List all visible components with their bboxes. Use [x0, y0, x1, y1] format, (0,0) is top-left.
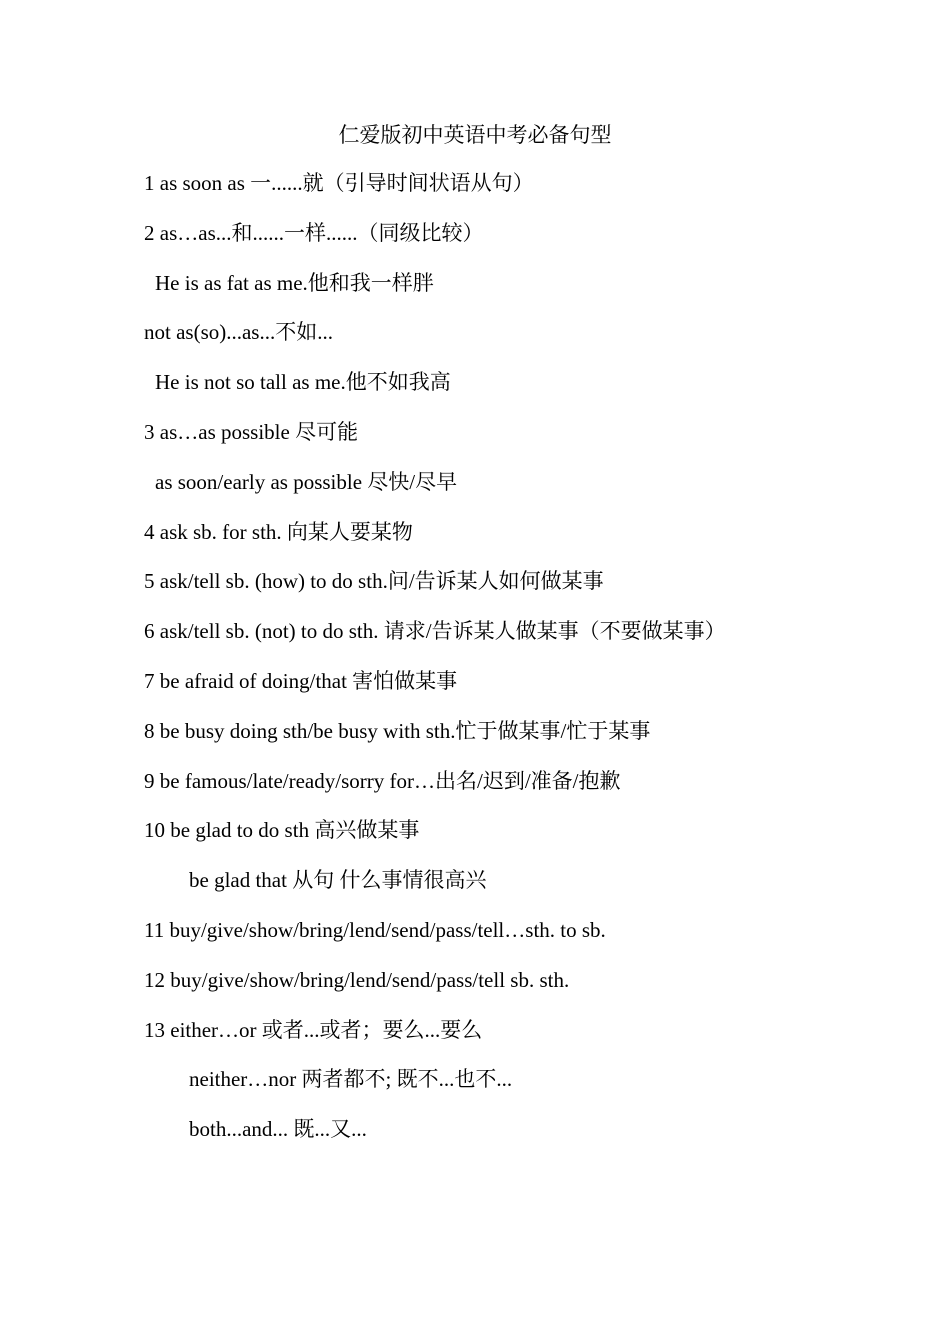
sentence-pattern-line: 3 as…as possible 尽可能 — [144, 419, 359, 444]
sentence-pattern-line: 5 ask/tell sb. (how) to do sth.问/告诉某人如何做某事 — [144, 569, 604, 594]
sentence-pattern-line: not as(so)...as...不如... — [144, 320, 333, 345]
sentence-pattern-line: 9 be famous/late/ready/sorry for…出名/迟到/准备/抱歉 — [144, 768, 621, 793]
sentence-pattern-line: 2 as…as...和......一样......（同级比较） — [144, 220, 484, 245]
sentence-pattern-line: be glad that 从句 什么事情很高兴 — [189, 868, 487, 893]
sentence-pattern-line: 8 be busy doing sth/be busy with sth.忙于做某事/忙于某事 — [144, 718, 651, 743]
sentence-pattern-line: both...and... 既...又... — [189, 1117, 367, 1142]
sentence-pattern-line: He is not so tall as me.他不如我高 — [155, 370, 451, 395]
sentence-pattern-line: 1 as soon as 一......就（引导时间状语从句） — [144, 171, 534, 195]
sentence-pattern-line: He is as fat as me.他和我一样胖 — [155, 270, 434, 295]
sentence-pattern-line: 11 buy/give/show/bring/lend/send/pass/tell…sth. to sb. — [144, 917, 606, 942]
sentence-pattern-line: neither…nor 两者都不; 既不...也不... — [189, 1067, 513, 1092]
sentence-pattern-line: 13 either…or 或者...或者；要么...要么 — [144, 1017, 483, 1042]
sentence-pattern-line: 6 ask/tell sb. (not) to do sth. 请求/告诉某人做某事（不要做某事） — [144, 619, 726, 644]
sentence-pattern-line: as soon/early as possible 尽快/尽早 — [155, 469, 458, 494]
sentence-pattern-list — [0, 168, 950, 1164]
sentence-pattern-line: 4 ask sb. for sth. 向某人要某物 — [144, 519, 413, 544]
sentence-pattern-line: 10 be glad to do sth 高兴做某事 — [144, 818, 420, 843]
sentence-pattern-line: 12 buy/give/show/bring/lend/send/pass/tell sb. sth. — [144, 967, 570, 992]
document-title: 仁爱版初中英语中考必备句型 — [338, 123, 612, 147]
sentence-pattern-line: 7 be afraid of doing/that 害怕做某事 — [144, 668, 458, 693]
